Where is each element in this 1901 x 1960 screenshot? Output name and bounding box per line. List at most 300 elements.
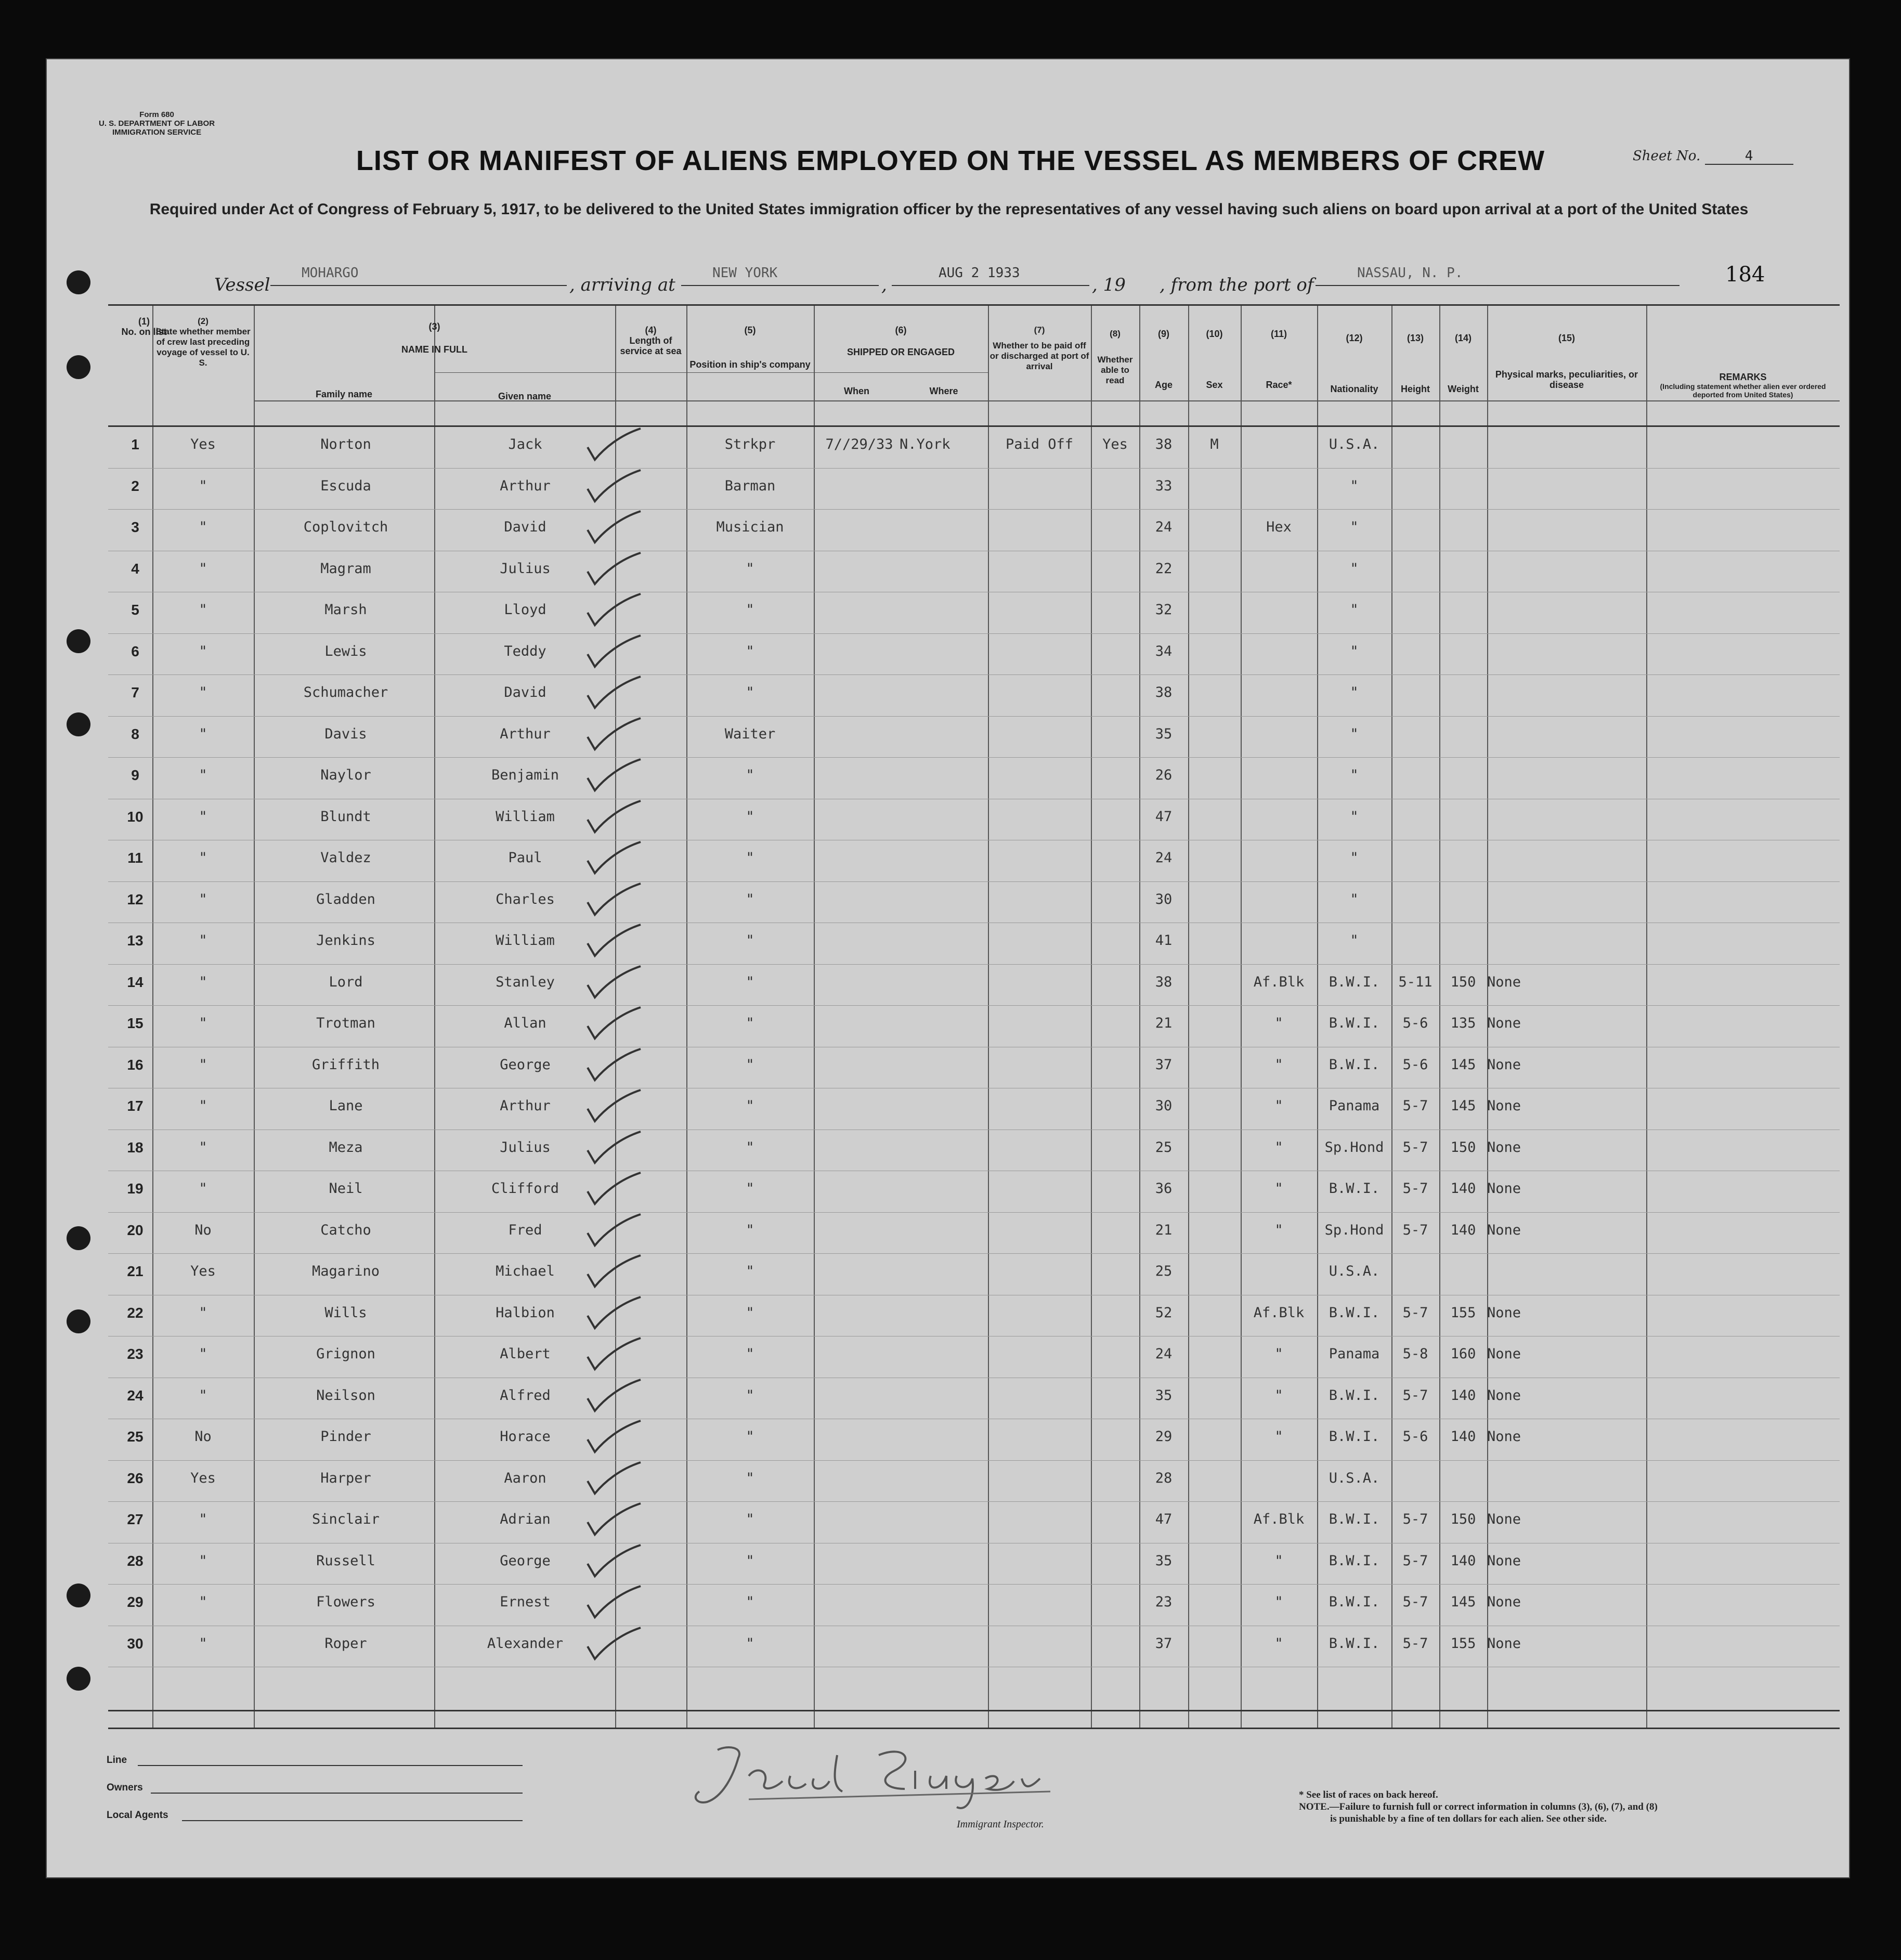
checkmark-icon	[583, 552, 646, 588]
cell-given: Julius	[500, 560, 551, 577]
cell-no: 22	[127, 1304, 144, 1321]
cell-no: 2	[131, 477, 139, 494]
cell-age: 30	[1155, 891, 1173, 907]
cell-given: George	[500, 1056, 551, 1073]
cell-race: "	[1274, 1594, 1283, 1610]
cell-nationality: U.S.A.	[1329, 1263, 1380, 1279]
cell-given: Charles	[496, 891, 555, 907]
cell-height: 5-7	[1402, 1635, 1428, 1652]
cell-height: 5-6	[1402, 1429, 1428, 1445]
cell-weight: 150	[1450, 973, 1476, 990]
inspector-label: Immigrant Inspector.	[957, 1819, 1044, 1830]
cell-height: 5-11	[1398, 973, 1433, 990]
cell-nationality: "	[1350, 850, 1359, 866]
cell-given: Halbion	[496, 1304, 555, 1321]
cell-marks: None	[1487, 1346, 1521, 1362]
cell-weight: 140	[1450, 1387, 1476, 1404]
cell-age: 24	[1155, 1346, 1173, 1362]
binder-hole	[67, 270, 90, 294]
cell-position: "	[746, 1470, 754, 1486]
cell-no: 1	[131, 436, 139, 452]
checkmark-icon	[583, 841, 646, 877]
cell-given: Ernest	[500, 1594, 551, 1610]
cell-weight: 150	[1450, 1139, 1476, 1156]
cell-no: 3	[131, 519, 139, 535]
cell-marks: None	[1487, 1304, 1521, 1321]
cell-weight: 150	[1450, 1511, 1476, 1527]
col-paid-off-header: (7) Whether to be paid off or discharged at port of arrival	[989, 325, 1089, 371]
col-height-header: (13) Height	[1401, 333, 1430, 394]
cell-age: 38	[1155, 436, 1173, 452]
cell-given: Teddy	[504, 643, 546, 659]
checkmark-icon	[583, 1585, 646, 1621]
cell-position: Waiter	[724, 725, 776, 742]
cell-family: Magram	[320, 560, 371, 577]
cell-age: 35	[1155, 725, 1173, 742]
agents-label: Local Agents	[107, 1810, 168, 1821]
cell-nationality: "	[1350, 684, 1359, 700]
cell-position: "	[746, 891, 754, 907]
cell-given: Arthur	[500, 725, 551, 742]
cell-race: "	[1274, 1222, 1283, 1238]
cell-position: "	[746, 1015, 754, 1031]
cell-age: 41	[1155, 932, 1173, 949]
cell-no: 28	[127, 1552, 144, 1569]
cell-nationality: "	[1350, 932, 1359, 949]
checkmark-icon	[583, 1296, 646, 1332]
cell-position: "	[746, 1304, 754, 1321]
checkmark-icon	[583, 1627, 646, 1663]
cell-given: Lloyd	[504, 602, 546, 618]
cell-given: Arthur	[500, 477, 551, 494]
cell-age: 21	[1155, 1015, 1173, 1031]
cell-age: 37	[1155, 1635, 1173, 1652]
cell-given: Aaron	[504, 1470, 546, 1486]
cell-given: William	[496, 932, 555, 949]
cell-family: Naylor	[320, 767, 371, 783]
cell-given: Arthur	[500, 1098, 551, 1114]
cell-no: 5	[131, 602, 139, 618]
cell-family: Schumacher	[303, 684, 388, 700]
col-when-header: When	[844, 386, 869, 396]
cell-no: 18	[127, 1139, 144, 1156]
cell-given: Alfred	[500, 1387, 551, 1404]
cell-height: 5-6	[1402, 1015, 1428, 1031]
cell-height: 5-7	[1402, 1511, 1428, 1527]
cell-no: 26	[127, 1470, 144, 1486]
cell-no: 8	[131, 725, 139, 742]
cell-age: 34	[1155, 643, 1173, 659]
cell-given: Adrian	[500, 1511, 551, 1527]
cell-given: Horace	[500, 1429, 551, 1445]
cell-nationality: Sp.Hond	[1324, 1139, 1384, 1156]
cell-family: Griffith	[311, 1056, 380, 1073]
binder-hole	[67, 355, 90, 379]
cell-prev: "	[199, 1098, 207, 1114]
cell-age: 25	[1155, 1263, 1173, 1279]
cell-given: Allan	[504, 1015, 546, 1031]
cell-position: "	[746, 602, 754, 618]
col-nationality-header: (12) Nationality	[1330, 333, 1378, 394]
checkmark-icon	[583, 427, 646, 464]
checkmark-icon	[583, 634, 646, 671]
cell-no: 14	[127, 973, 144, 990]
cell-read: Yes	[1102, 436, 1128, 452]
cell-family: Norton	[320, 436, 371, 452]
cell-family: Neil	[329, 1180, 363, 1197]
cell-nationality: B.W.I.	[1329, 1429, 1380, 1445]
cell-age: 37	[1155, 1056, 1173, 1073]
cell-prev: "	[199, 1139, 207, 1156]
cell-when: 7//29/33	[825, 436, 893, 452]
cell-weight: 135	[1450, 1015, 1476, 1031]
cell-nationality: B.W.I.	[1329, 1387, 1380, 1404]
cell-paid: Paid Off	[1005, 436, 1074, 452]
cell-prev: "	[199, 725, 207, 742]
checkmark-icon	[583, 1006, 646, 1043]
checkmark-icon	[583, 593, 646, 629]
cell-age: 21	[1155, 1222, 1173, 1238]
cell-family: Grignon	[316, 1346, 375, 1362]
cell-family: Russell	[316, 1552, 375, 1569]
cell-position: "	[746, 1139, 754, 1156]
cell-height: 5-7	[1402, 1139, 1428, 1156]
cell-nationality: B.W.I.	[1329, 1180, 1380, 1197]
line-label: Line	[107, 1755, 127, 1766]
cell-height: 5-7	[1402, 1180, 1428, 1197]
date-field: AUG 2 1933	[892, 265, 1089, 286]
checkmark-icon	[583, 1131, 646, 1167]
cell-family: Lewis	[324, 643, 367, 659]
cell-prev: "	[199, 1552, 207, 1569]
cell-weight: 155	[1450, 1635, 1476, 1652]
cell-weight: 145	[1450, 1594, 1476, 1610]
cell-given: Alexander	[487, 1635, 564, 1652]
cell-position: "	[746, 767, 754, 783]
cell-prev: "	[199, 1511, 207, 1527]
cell-nationality: "	[1350, 767, 1359, 783]
cell-nationality: "	[1350, 519, 1359, 535]
cell-age: 52	[1155, 1304, 1173, 1321]
cell-weight: 145	[1450, 1098, 1476, 1114]
cell-nationality: Panama	[1329, 1346, 1380, 1362]
cell-family: Wills	[324, 1304, 367, 1321]
cell-age: 25	[1155, 1139, 1173, 1156]
binder-hole	[67, 1667, 90, 1691]
cell-no: 24	[127, 1387, 144, 1404]
checkmark-icon	[583, 510, 646, 547]
cell-family: Flowers	[316, 1594, 375, 1610]
page-subtitle: Required under Act of Congress of February 5, 1917, to be delivered to the United States immigration officer by the representatives of any vessel having such aliens on board upon arrival at a port of the United States	[149, 201, 1749, 218]
cell-age: 22	[1155, 560, 1173, 577]
cell-position: "	[746, 643, 754, 659]
cell-where: N.York	[900, 436, 951, 452]
cell-prev: "	[199, 1346, 207, 1362]
cell-family: Escuda	[320, 477, 371, 494]
cell-age: 36	[1155, 1180, 1173, 1197]
checkmark-icon	[583, 882, 646, 919]
cell-family: Roper	[324, 1635, 367, 1652]
cell-marks: None	[1487, 1429, 1521, 1445]
cell-nationality: Sp.Hond	[1324, 1222, 1384, 1238]
cell-race: Af.Blk	[1253, 1304, 1305, 1321]
cell-given: George	[500, 1552, 551, 1569]
cell-prev: "	[199, 850, 207, 866]
cell-given: Fred	[508, 1222, 542, 1238]
cell-prev: "	[199, 767, 207, 783]
cell-family: Davis	[324, 725, 367, 742]
cell-marks: None	[1487, 1139, 1521, 1156]
cell-nationality: U.S.A.	[1329, 436, 1380, 452]
cell-prev: "	[199, 477, 207, 494]
col-sex-header: (10) Sex	[1206, 329, 1223, 390]
cell-given: Benjamin	[491, 767, 559, 783]
vessel-label: Vessel	[214, 275, 270, 295]
col-no-header: (1) No. on list	[121, 316, 167, 337]
cell-nationality: "	[1350, 808, 1359, 825]
cell-nationality: "	[1350, 643, 1359, 659]
year-label: , 19	[1092, 275, 1126, 295]
cell-position: "	[746, 1635, 754, 1652]
cell-prev: "	[199, 1635, 207, 1652]
cell-height: 5-7	[1402, 1098, 1428, 1114]
cell-prev: "	[199, 932, 207, 949]
binder-hole	[67, 1309, 90, 1333]
cell-prev: "	[199, 684, 207, 700]
cell-position: "	[746, 1180, 754, 1197]
checkmark-icon	[583, 1461, 646, 1498]
service-name: IMMIGRATION SERVICE	[112, 128, 202, 137]
cell-weight: 140	[1450, 1222, 1476, 1238]
cell-race: "	[1274, 1635, 1283, 1652]
vessel-field: MOHARGO	[270, 265, 567, 286]
cell-height: 5-7	[1402, 1594, 1428, 1610]
department-name: U. S. DEPARTMENT OF LABOR	[99, 119, 215, 128]
cell-family: Blundt	[320, 808, 371, 825]
cell-no: 4	[131, 560, 139, 577]
col-race-header: (11) Race*	[1266, 329, 1292, 390]
signature-graphic	[686, 1740, 1092, 1818]
cell-marks: None	[1487, 1387, 1521, 1404]
checkmark-icon	[583, 924, 646, 960]
sheet-value: 4	[1705, 148, 1793, 165]
cell-given: Stanley	[496, 973, 555, 990]
page-title: LIST OR MANIFEST OF ALIENS EMPLOYED ON THE VESSEL AS MEMBERS OF CREW	[356, 145, 1545, 176]
col-family-name-header: Family name	[315, 389, 373, 399]
cell-nationality: U.S.A.	[1329, 1470, 1380, 1486]
cell-position: "	[746, 973, 754, 990]
cell-marks: None	[1487, 1222, 1521, 1238]
cell-race: "	[1274, 1015, 1283, 1031]
cell-race: "	[1274, 1387, 1283, 1404]
cell-position: Barman	[724, 477, 776, 494]
owners-label: Owners	[107, 1782, 143, 1793]
cell-nationality: B.W.I.	[1329, 1056, 1380, 1073]
cell-family: Valdez	[320, 850, 371, 866]
checkmark-icon	[583, 1420, 646, 1456]
cell-race: "	[1274, 1180, 1283, 1197]
cell-no: 9	[131, 767, 139, 783]
cell-given: Jack	[508, 436, 542, 452]
col-where-header: Where	[929, 386, 958, 396]
cell-family: Meza	[329, 1139, 363, 1156]
cell-no: 16	[127, 1056, 144, 1073]
binder-hole	[67, 1226, 90, 1250]
cell-no: 12	[127, 891, 144, 907]
cell-family: Magarino	[311, 1263, 380, 1279]
cell-prev: "	[199, 602, 207, 618]
cell-prev: "	[199, 1180, 207, 1197]
cell-age: 35	[1155, 1387, 1173, 1404]
cell-race: "	[1274, 1429, 1283, 1445]
cell-height: 5-6	[1402, 1056, 1428, 1073]
checkmark-icon	[583, 676, 646, 712]
cell-position: "	[746, 1429, 754, 1445]
cell-sex: M	[1210, 436, 1219, 452]
cell-age: 38	[1155, 973, 1173, 990]
col-length-service-header: (4) Length of service at sea	[620, 325, 682, 356]
col-shipped-header: (6) SHIPPED OR ENGAGED	[847, 325, 955, 357]
cell-height: 5-7	[1402, 1552, 1428, 1569]
cell-race: Af.Blk	[1253, 1511, 1305, 1527]
cell-prev: "	[199, 1015, 207, 1031]
cell-given: William	[496, 808, 555, 825]
cell-no: 20	[127, 1222, 144, 1238]
cell-no: 29	[127, 1594, 144, 1610]
cell-age: 28	[1155, 1470, 1173, 1486]
form-identifier	[99, 110, 215, 137]
cell-position: "	[746, 1594, 754, 1610]
cell-prev: "	[199, 808, 207, 825]
cell-given: Albert	[500, 1346, 551, 1362]
inspector-signature	[686, 1740, 1092, 1818]
cell-no: 15	[127, 1015, 144, 1031]
cell-nationality: B.W.I.	[1329, 1511, 1380, 1527]
footnote: * See list of races on back hereof. NOTE.—Failure to furnish full or correct information in columns (3), (6), (7), and (8) is punishable by a fine of ten dollars for each alien. See other side.	[1299, 1789, 1658, 1824]
cell-marks: None	[1487, 1056, 1521, 1073]
cell-nationality: "	[1350, 891, 1359, 907]
cell-position: "	[746, 1263, 754, 1279]
cell-weight: 140	[1450, 1180, 1476, 1197]
cell-prev: "	[199, 519, 207, 535]
cell-position: "	[746, 684, 754, 700]
col-given-name-header: Given name	[498, 391, 552, 401]
cell-nationality: B.W.I.	[1329, 1015, 1380, 1031]
cell-no: 13	[127, 932, 144, 949]
cell-family: Catcho	[320, 1222, 371, 1238]
cell-nationality: "	[1350, 560, 1359, 577]
cell-position: "	[746, 1346, 754, 1362]
cell-given: Paul	[508, 850, 542, 866]
checkmark-icon	[583, 469, 646, 505]
cell-family: Gladden	[316, 891, 375, 907]
col-age-header: (9) Age	[1154, 329, 1173, 390]
cell-family: Harper	[320, 1470, 371, 1486]
cell-prev: "	[199, 1387, 207, 1404]
cell-age: 26	[1155, 767, 1173, 783]
cell-nationality: B.W.I.	[1329, 1552, 1380, 1569]
cell-age: 38	[1155, 684, 1173, 700]
checkmark-icon	[583, 758, 646, 795]
cell-position: "	[746, 808, 754, 825]
cell-age: 47	[1155, 808, 1173, 825]
cell-prev: "	[199, 891, 207, 907]
cell-position: "	[746, 1222, 754, 1238]
cell-family: Pinder	[320, 1429, 371, 1445]
cell-age: 47	[1155, 1511, 1173, 1527]
cell-given: David	[504, 519, 546, 535]
cell-nationality: "	[1350, 725, 1359, 742]
cell-prev: "	[199, 1056, 207, 1073]
cell-marks: None	[1487, 1015, 1521, 1031]
form-number: Form 680	[139, 110, 174, 119]
cell-position: "	[746, 932, 754, 949]
cell-prev: "	[199, 1304, 207, 1321]
cell-prev: "	[199, 560, 207, 577]
binder-hole	[67, 712, 90, 736]
cell-prev: Yes	[190, 1470, 216, 1486]
from-label: , from the port of	[1160, 275, 1314, 295]
cell-prev: No	[194, 1222, 212, 1238]
cell-position: "	[746, 1056, 754, 1073]
from-port-field: NASSAU, N. P.	[1316, 265, 1679, 286]
checkmark-icon	[583, 1379, 646, 1415]
binder-hole	[67, 1583, 90, 1607]
cell-race: "	[1274, 1552, 1283, 1569]
cell-age: 24	[1155, 519, 1173, 535]
cell-family: Sinclair	[311, 1511, 380, 1527]
cell-weight: 145	[1450, 1056, 1476, 1073]
cell-age: 29	[1155, 1429, 1173, 1445]
cell-position: "	[746, 1511, 754, 1527]
cell-weight: 155	[1450, 1304, 1476, 1321]
cell-marks: None	[1487, 973, 1521, 990]
cell-given: Julius	[500, 1139, 551, 1156]
cell-no: 30	[127, 1635, 144, 1652]
cell-nationality: B.W.I.	[1329, 1635, 1380, 1652]
cell-weight: 160	[1450, 1346, 1476, 1362]
cell-prev: "	[199, 1594, 207, 1610]
cell-family: Marsh	[324, 602, 367, 618]
cell-race: Hex	[1266, 519, 1292, 535]
cell-nationality: "	[1350, 602, 1359, 618]
cell-no: 27	[127, 1511, 144, 1527]
cell-height: 5-7	[1402, 1304, 1428, 1321]
cell-no: 23	[127, 1346, 144, 1362]
arriving-label: , arriving at	[569, 275, 675, 295]
cell-no: 21	[127, 1263, 144, 1279]
cell-no: 6	[131, 643, 139, 659]
cell-nationality: Panama	[1329, 1098, 1380, 1114]
cell-marks: None	[1487, 1180, 1521, 1197]
checkmark-icon	[583, 1502, 646, 1539]
cell-marks: None	[1487, 1552, 1521, 1569]
arriving-field: NEW YORK	[681, 265, 879, 286]
cell-race: Af.Blk	[1253, 973, 1305, 990]
checkmark-icon	[583, 1213, 646, 1250]
cell-nationality: B.W.I.	[1329, 1594, 1380, 1610]
cell-race: "	[1274, 1056, 1283, 1073]
cell-age: 24	[1155, 850, 1173, 866]
cell-race: "	[1274, 1139, 1283, 1156]
cell-race: "	[1274, 1346, 1283, 1362]
cell-family: Lane	[329, 1098, 363, 1114]
cell-no: 11	[127, 850, 143, 866]
cell-prev: "	[199, 643, 207, 659]
cell-age: 35	[1155, 1552, 1173, 1569]
cell-height: 5-8	[1402, 1346, 1428, 1362]
cell-no: 19	[127, 1180, 144, 1197]
